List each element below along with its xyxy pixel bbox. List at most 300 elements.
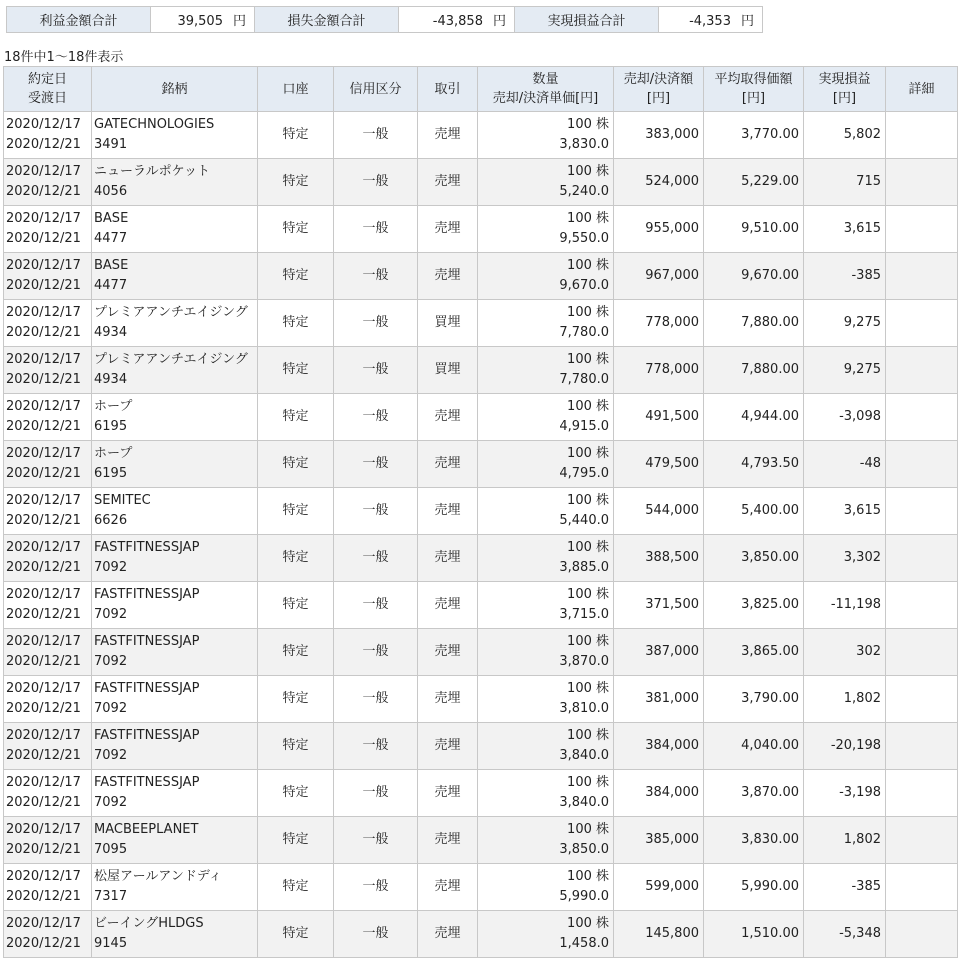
cell-stock [92, 206, 258, 253]
stock-name: 松屋アールアンドディ [94, 869, 222, 884]
table-row [4, 911, 958, 958]
cell-avg-cost: 3,870.00 [704, 770, 804, 817]
trade-date: 2020/12/17 [6, 587, 81, 602]
cell-avg-cost: 4,040.00 [704, 723, 804, 770]
cell-realized-pl: 1,802 [804, 817, 886, 864]
settle-date: 2020/12/21 [6, 748, 81, 763]
cell-trade: 買埋 [418, 347, 478, 394]
cell-stock [92, 911, 258, 958]
table-row [4, 582, 958, 629]
cell-realized-pl: -48 [804, 441, 886, 488]
cell-realized-pl: 5,802 [804, 112, 886, 159]
trade-date: 2020/12/17 [6, 869, 81, 884]
quantity: 100 株 [567, 305, 609, 320]
cell-dates [4, 911, 92, 958]
cell-avg-cost: 4,793.50 [704, 441, 804, 488]
cell-detail [886, 723, 958, 770]
cell-dates [4, 206, 92, 253]
loss-total-label: 損失金額合計 [255, 7, 399, 33]
cell-sale-amount: 599,000 [614, 864, 704, 911]
cell-sale-amount: 967,000 [614, 253, 704, 300]
cell-credit: 一般 [334, 817, 418, 864]
header-quantity [478, 67, 614, 112]
quantity: 100 株 [567, 728, 609, 743]
quantity: 100 株 [567, 775, 609, 790]
table-row [4, 723, 958, 770]
cell-detail [886, 488, 958, 535]
stock-name: ニューラルポケット [94, 164, 210, 179]
cell-credit: 一般 [334, 676, 418, 723]
stock-name: SEMITEC [94, 493, 151, 508]
trade-date: 2020/12/17 [6, 352, 81, 367]
table-row [4, 676, 958, 723]
trade-date: 2020/12/17 [6, 164, 81, 179]
cell-detail [886, 159, 958, 206]
cell-detail [886, 629, 958, 676]
cell-dates [4, 864, 92, 911]
cell-realized-pl: 715 [804, 159, 886, 206]
cell-credit: 一般 [334, 629, 418, 676]
table-row [4, 206, 958, 253]
unit-price: 3,840.0 [559, 748, 609, 763]
cell-avg-cost: 1,510.00 [704, 911, 804, 958]
cell-stock [92, 394, 258, 441]
trade-date: 2020/12/17 [6, 681, 81, 696]
settle-date: 2020/12/21 [6, 560, 81, 575]
header-avg-cost-unit: [円] [741, 91, 766, 106]
cell-detail [886, 112, 958, 159]
cell-quantity [478, 347, 614, 394]
stock-code: 7092 [94, 795, 128, 810]
header-realized-pl-unit: [円] [832, 91, 857, 106]
stock-code: 7092 [94, 701, 128, 716]
trade-date: 2020/12/17 [6, 258, 81, 273]
cell-credit: 一般 [334, 582, 418, 629]
header-account: 口座 [258, 67, 334, 112]
cell-sale-amount: 381,000 [614, 676, 704, 723]
cell-sale-amount: 524,000 [614, 159, 704, 206]
cell-quantity [478, 535, 614, 582]
quantity: 100 株 [567, 399, 609, 414]
cell-stock [92, 488, 258, 535]
cell-trade: 売埋 [418, 535, 478, 582]
quantity: 100 株 [567, 916, 609, 931]
cell-trade: 売埋 [418, 629, 478, 676]
stock-code: 4477 [94, 231, 128, 246]
cell-trade: 売埋 [418, 159, 478, 206]
cell-dates [4, 394, 92, 441]
cell-credit: 一般 [334, 441, 418, 488]
cell-trade: 売埋 [418, 206, 478, 253]
settle-date: 2020/12/21 [6, 372, 81, 387]
trade-history-table [3, 66, 958, 958]
cell-realized-pl: 3,615 [804, 488, 886, 535]
cell-credit: 一般 [334, 112, 418, 159]
cell-account: 特定 [258, 394, 334, 441]
cell-detail [886, 347, 958, 394]
settle-date: 2020/12/21 [6, 701, 81, 716]
settle-date: 2020/12/21 [6, 936, 81, 951]
cell-quantity [478, 441, 614, 488]
cell-sale-amount: 371,500 [614, 582, 704, 629]
stock-name: ホープ [94, 399, 133, 414]
quantity: 100 株 [567, 681, 609, 696]
realized-total-value [659, 7, 763, 33]
header-sale-amount-label: 売却/決済額 [623, 72, 694, 87]
unit-price: 1,458.0 [559, 936, 609, 951]
stock-name: FASTFITNESSJAP [94, 681, 200, 696]
realized-total-label: 実現損益合計 [515, 7, 659, 33]
cell-sale-amount: 145,800 [614, 911, 704, 958]
cell-trade: 売埋 [418, 441, 478, 488]
stock-name: FASTFITNESSJAP [94, 540, 200, 555]
header-dates [4, 67, 92, 112]
cell-credit: 一般 [334, 911, 418, 958]
cell-trade: 売埋 [418, 911, 478, 958]
cell-avg-cost: 4,944.00 [704, 394, 804, 441]
cell-quantity [478, 676, 614, 723]
cell-stock [92, 864, 258, 911]
cell-trade: 売埋 [418, 394, 478, 441]
stock-code: 7095 [94, 842, 128, 857]
cell-credit: 一般 [334, 488, 418, 535]
cell-realized-pl: -5,348 [804, 911, 886, 958]
cell-stock [92, 159, 258, 206]
cell-credit: 一般 [334, 864, 418, 911]
settle-date: 2020/12/21 [6, 795, 81, 810]
cell-detail [886, 676, 958, 723]
cell-credit: 一般 [334, 206, 418, 253]
table-row [4, 300, 958, 347]
cell-dates [4, 723, 92, 770]
settle-date: 2020/12/21 [6, 466, 81, 481]
cell-sale-amount: 388,500 [614, 535, 704, 582]
cell-quantity [478, 582, 614, 629]
stock-name: MACBEEPLANET [94, 822, 199, 837]
cell-realized-pl: -20,198 [804, 723, 886, 770]
unit-price: 5,240.0 [559, 184, 609, 199]
cell-dates [4, 770, 92, 817]
quantity: 100 株 [567, 587, 609, 602]
cell-credit: 一般 [334, 770, 418, 817]
trade-date: 2020/12/17 [6, 634, 81, 649]
stock-code: 7092 [94, 560, 128, 575]
stock-name: ホープ [94, 446, 133, 461]
trade-date: 2020/12/17 [6, 493, 81, 508]
trade-date: 2020/12/17 [6, 540, 81, 555]
cell-quantity [478, 770, 614, 817]
stock-code: 7092 [94, 607, 128, 622]
cell-avg-cost: 5,400.00 [704, 488, 804, 535]
cell-dates [4, 112, 92, 159]
stock-name: プレミアアンチエイジング [94, 352, 248, 367]
cell-quantity [478, 629, 614, 676]
cell-sale-amount: 384,000 [614, 770, 704, 817]
table-row [4, 253, 958, 300]
table-row [4, 535, 958, 582]
cell-dates [4, 817, 92, 864]
header-trade-date: 約定日 [27, 72, 67, 87]
unit-price: 3,840.0 [559, 795, 609, 810]
unit-price: 3,715.0 [559, 607, 609, 622]
cell-dates [4, 441, 92, 488]
cell-stock [92, 582, 258, 629]
cell-account: 特定 [258, 582, 334, 629]
cell-dates [4, 488, 92, 535]
trade-date: 2020/12/17 [6, 117, 81, 132]
cell-detail [886, 535, 958, 582]
cell-account: 特定 [258, 488, 334, 535]
cell-account: 特定 [258, 441, 334, 488]
trade-date: 2020/12/17 [6, 399, 81, 414]
cell-quantity [478, 112, 614, 159]
yen-unit: 円 [740, 14, 754, 29]
stock-code: 4056 [94, 184, 128, 199]
table-row [4, 488, 958, 535]
cell-sale-amount: 778,000 [614, 347, 704, 394]
unit-price: 3,850.0 [559, 842, 609, 857]
cell-stock [92, 112, 258, 159]
cell-stock [92, 817, 258, 864]
realized-total-amount: -4,353 [689, 14, 731, 29]
cell-stock [92, 629, 258, 676]
header-sale-amount-unit: [円] [646, 91, 671, 106]
cell-realized-pl: 3,615 [804, 206, 886, 253]
stock-name: BASE [94, 258, 129, 273]
table-row [4, 112, 958, 159]
table-row [4, 441, 958, 488]
cell-realized-pl: -3,098 [804, 394, 886, 441]
cell-realized-pl: -11,198 [804, 582, 886, 629]
cell-quantity [478, 394, 614, 441]
stock-code: 7092 [94, 748, 128, 763]
cell-account: 特定 [258, 253, 334, 300]
cell-avg-cost: 3,850.00 [704, 535, 804, 582]
header-trade: 取引 [418, 67, 478, 112]
cell-quantity [478, 864, 614, 911]
cell-stock [92, 347, 258, 394]
cell-dates [4, 253, 92, 300]
header-credit: 信用区分 [334, 67, 418, 112]
quantity: 100 株 [567, 540, 609, 555]
table-row [4, 159, 958, 206]
cell-trade: 売埋 [418, 864, 478, 911]
cell-quantity [478, 488, 614, 535]
cell-stock [92, 300, 258, 347]
cell-stock [92, 253, 258, 300]
cell-stock [92, 723, 258, 770]
cell-detail [886, 817, 958, 864]
cell-account: 特定 [258, 770, 334, 817]
cell-avg-cost: 3,830.00 [704, 817, 804, 864]
cell-avg-cost: 5,229.00 [704, 159, 804, 206]
cell-account: 特定 [258, 347, 334, 394]
cell-trade: 売埋 [418, 676, 478, 723]
cell-sale-amount: 383,000 [614, 112, 704, 159]
stock-code: 7092 [94, 654, 128, 669]
quantity: 100 株 [567, 211, 609, 226]
cell-dates [4, 535, 92, 582]
cell-avg-cost: 5,990.00 [704, 864, 804, 911]
table-row [4, 770, 958, 817]
cell-trade: 売埋 [418, 112, 478, 159]
cell-trade: 売埋 [418, 488, 478, 535]
trade-date: 2020/12/17 [6, 775, 81, 790]
header-sale-amount [614, 67, 704, 112]
stock-name: ビーイングHLDGS [94, 916, 204, 931]
settle-date: 2020/12/21 [6, 419, 81, 434]
unit-price: 5,440.0 [559, 513, 609, 528]
quantity: 100 株 [567, 822, 609, 837]
cell-account: 特定 [258, 817, 334, 864]
stock-name: BASE [94, 211, 129, 226]
cell-account: 特定 [258, 723, 334, 770]
cell-realized-pl: 9,275 [804, 300, 886, 347]
table-row [4, 864, 958, 911]
cell-avg-cost: 3,865.00 [704, 629, 804, 676]
cell-sale-amount: 479,500 [614, 441, 704, 488]
cell-detail [886, 911, 958, 958]
profit-total-label: 利益金額合計 [7, 7, 151, 33]
cell-sale-amount: 544,000 [614, 488, 704, 535]
cell-realized-pl: 9,275 [804, 347, 886, 394]
settle-date: 2020/12/21 [6, 654, 81, 669]
stock-code: 6195 [94, 419, 128, 434]
cell-quantity [478, 723, 614, 770]
unit-price: 7,780.0 [559, 372, 609, 387]
cell-avg-cost: 9,510.00 [704, 206, 804, 253]
cell-avg-cost: 7,880.00 [704, 347, 804, 394]
cell-dates [4, 347, 92, 394]
cell-realized-pl: 1,802 [804, 676, 886, 723]
quantity: 100 株 [567, 493, 609, 508]
quantity: 100 株 [567, 164, 609, 179]
cell-trade: 売埋 [418, 253, 478, 300]
cell-account: 特定 [258, 159, 334, 206]
unit-price: 7,780.0 [559, 325, 609, 340]
cell-account: 特定 [258, 629, 334, 676]
cell-credit: 一般 [334, 159, 418, 206]
header-realized-pl [804, 67, 886, 112]
quantity: 100 株 [567, 634, 609, 649]
table-row [4, 629, 958, 676]
stock-code: 4934 [94, 372, 128, 387]
cell-account: 特定 [258, 112, 334, 159]
cell-dates [4, 300, 92, 347]
table-header-row [4, 67, 958, 112]
cell-sale-amount: 385,000 [614, 817, 704, 864]
result-count: 18件中1〜18件表示 [4, 50, 124, 65]
cell-quantity [478, 911, 614, 958]
settle-date: 2020/12/21 [6, 325, 81, 340]
trade-date: 2020/12/17 [6, 916, 81, 931]
cell-credit: 一般 [334, 394, 418, 441]
yen-unit: 円 [492, 14, 506, 29]
header-detail: 詳細 [886, 67, 958, 112]
stock-code: 6195 [94, 466, 128, 481]
summary-row [7, 7, 763, 33]
table-row [4, 347, 958, 394]
cell-stock [92, 441, 258, 488]
cell-trade: 売埋 [418, 723, 478, 770]
cell-realized-pl: 3,302 [804, 535, 886, 582]
settle-date: 2020/12/21 [6, 513, 81, 528]
stock-name: FASTFITNESSJAP [94, 634, 200, 649]
cell-credit: 一般 [334, 253, 418, 300]
cell-detail [886, 864, 958, 911]
cell-stock [92, 770, 258, 817]
cell-account: 特定 [258, 206, 334, 253]
cell-dates [4, 676, 92, 723]
unit-price: 5,990.0 [559, 889, 609, 904]
cell-dates [4, 159, 92, 206]
yen-unit: 円 [232, 14, 246, 29]
trade-date: 2020/12/17 [6, 446, 81, 461]
trade-date: 2020/12/17 [6, 728, 81, 743]
header-settle-date: 受渡日 [27, 91, 67, 106]
cell-realized-pl: -385 [804, 864, 886, 911]
cell-stock [92, 535, 258, 582]
cell-sale-amount: 387,000 [614, 629, 704, 676]
cell-sale-amount: 955,000 [614, 206, 704, 253]
stock-code: 3491 [94, 137, 128, 152]
cell-credit: 一般 [334, 347, 418, 394]
trade-date: 2020/12/17 [6, 211, 81, 226]
quantity: 100 株 [567, 258, 609, 273]
cell-avg-cost: 3,790.00 [704, 676, 804, 723]
settle-date: 2020/12/21 [6, 184, 81, 199]
cell-quantity [478, 206, 614, 253]
cell-quantity [478, 300, 614, 347]
stock-name: FASTFITNESSJAP [94, 775, 200, 790]
header-qty: 数量 [532, 72, 559, 87]
table-row [4, 817, 958, 864]
stock-name: FASTFITNESSJAP [94, 728, 200, 743]
cell-credit: 一般 [334, 300, 418, 347]
settle-date: 2020/12/21 [6, 278, 81, 293]
header-avg-cost-label: 平均取得価額 [714, 72, 793, 87]
header-unit-price: 売却/決済単価[円] [492, 91, 599, 106]
cell-quantity [478, 159, 614, 206]
cell-detail [886, 300, 958, 347]
stock-code: 4477 [94, 278, 128, 293]
stock-name: プレミアアンチエイジング [94, 305, 248, 320]
settle-date: 2020/12/21 [6, 137, 81, 152]
unit-price: 3,810.0 [559, 701, 609, 716]
quantity: 100 株 [567, 869, 609, 884]
trade-date: 2020/12/17 [6, 305, 81, 320]
unit-price: 3,830.0 [559, 137, 609, 152]
unit-price: 9,670.0 [559, 278, 609, 293]
cell-avg-cost: 3,770.00 [704, 112, 804, 159]
cell-avg-cost: 9,670.00 [704, 253, 804, 300]
cell-dates [4, 582, 92, 629]
settle-date: 2020/12/21 [6, 842, 81, 857]
settle-date: 2020/12/21 [6, 889, 81, 904]
cell-account: 特定 [258, 911, 334, 958]
profit-total-value [151, 7, 255, 33]
unit-price: 4,795.0 [559, 466, 609, 481]
cell-credit: 一般 [334, 535, 418, 582]
quantity: 100 株 [567, 352, 609, 367]
stock-name: FASTFITNESSJAP [94, 587, 200, 602]
loss-total-value [399, 7, 515, 33]
table-row [4, 394, 958, 441]
header-name: 銘柄 [92, 67, 258, 112]
cell-detail [886, 582, 958, 629]
stock-code: 9145 [94, 936, 128, 951]
stock-code: 7317 [94, 889, 128, 904]
